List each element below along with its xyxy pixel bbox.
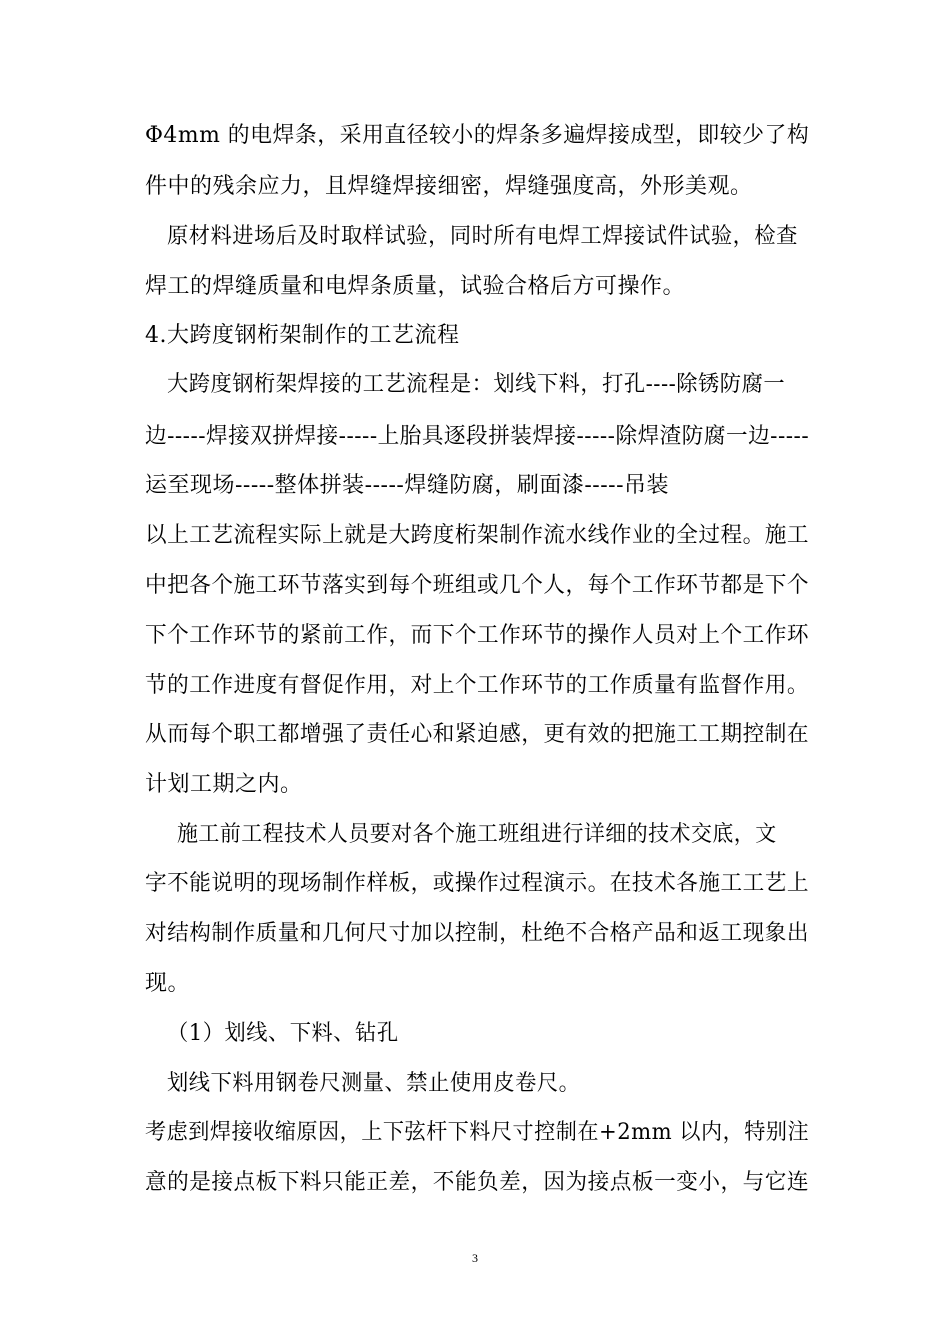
page-number: 3 <box>472 1251 478 1265</box>
paragraph-6-line-1: 划线下料用钢卷尺测量、禁止使用皮卷尺。 <box>167 1071 581 1096</box>
paragraph-4-line-3: 下个工作环节的紧前工作，而下个工作环节的操作人员对上个工作环 <box>145 623 810 648</box>
paragraph-4-line-1: 以上工艺流程实际上就是大跨度桁架制作流水线作业的全过程。施工 <box>145 523 810 548</box>
paragraph-4-line-6: 计划工期之内。 <box>145 772 303 797</box>
paragraph-3-line-2: 边-----焊接双拼焊接-----上胎具逐段拼装焊接-----除焊渣防腐一边----- <box>145 424 810 449</box>
section-heading-4: 4.大跨度钢桁架制作的工艺流程 <box>145 323 460 348</box>
paragraph-7-line-2: 意的是接点板下料只能正差，不能负差，因为接点板一变小，与它连 <box>145 1170 810 1195</box>
paragraph-5-line-2: 字不能说明的现场制作样板，或操作过程演示。在技术各施工工艺上 <box>145 871 810 896</box>
paragraph-4-line-5: 从而每个职工都增强了责任心和紧迫感，更有效的把施工工期控制在 <box>145 722 810 747</box>
paragraph-2-line-1: 原材料进场后及时取样试验，同时所有电焊工焊接试件试验，检查 <box>167 224 798 249</box>
paragraph-7-line-1: 考虑到焊接收缩原因，上下弦杆下料尺寸控制在+2mm 以内，特别注 <box>145 1120 810 1145</box>
paragraph-3-line-1: 大跨度钢桁架焊接的工艺流程是：划线下料，打孔----除锈防腐一 <box>167 372 786 397</box>
paragraph-2-line-2: 焊工的焊缝质量和电焊条质量，试验合格后方可操作。 <box>145 274 686 299</box>
subheading-1: （1）划线、下料、钻孔 <box>167 1021 399 1046</box>
paragraph-3-line-3: 运至现场-----整体拼装-----焊缝防腐，刷面漆-----吊装 <box>145 473 670 498</box>
paragraph-5-line-3: 对结构制作质量和几何尺寸加以控制，杜绝不合格产品和返工现象出 <box>145 921 810 946</box>
paragraph-1-line-2: 件中的残余应力，且焊缝焊接细密，焊缝强度高，外形美观。 <box>145 174 753 199</box>
paragraph-4-line-4: 节的工作进度有督促作用，对上个工作环节的工作质量有监督作用。 <box>145 673 810 698</box>
paragraph-5-line-1: 施工前工程技术人员要对各个施工班组进行详细的技术交底，文 <box>177 822 777 847</box>
paragraph-4-line-2: 中把各个施工环节落实到每个班组或几个人，每个工作环节都是下个 <box>145 573 810 598</box>
paragraph-5-line-4: 现。 <box>145 971 191 996</box>
paragraph-1-line-1: Φ4mm 的电焊条，采用直径较小的焊条多遍焊接成型，即较少了构 <box>145 123 810 148</box>
